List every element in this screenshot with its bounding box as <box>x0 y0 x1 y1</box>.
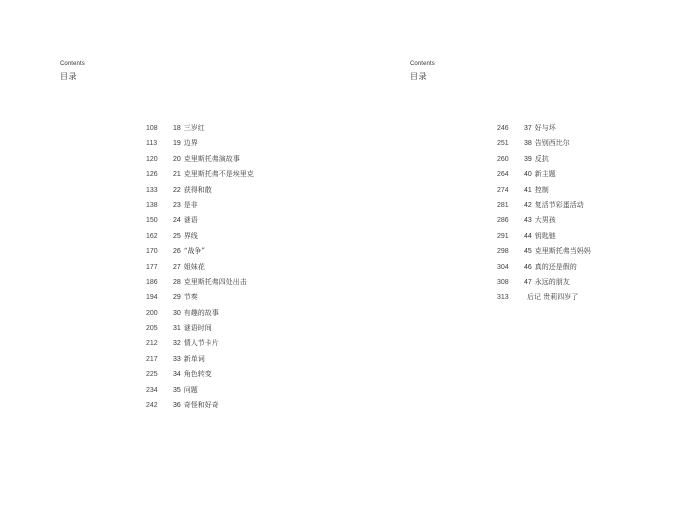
page-number: 274 <box>497 186 509 194</box>
toc-entry[interactable] <box>146 394 254 409</box>
chapter-number: 20 <box>173 155 181 163</box>
toc-entry[interactable] <box>146 132 254 147</box>
chapter-title: 情人节卡片 <box>183 339 219 348</box>
page-number: 217 <box>146 355 158 363</box>
page-number: 133 <box>146 186 158 194</box>
chapter-title: 是非 <box>183 200 198 209</box>
chapter-title: 后记 贵莉四岁了 <box>527 293 579 302</box>
toc-entry[interactable] <box>146 225 254 240</box>
chapter-number: 23 <box>173 201 181 209</box>
toc-entry[interactable] <box>497 286 591 301</box>
toc-entry[interactable] <box>497 117 591 132</box>
page-number: 170 <box>146 248 158 256</box>
chapter-number: 29 <box>173 294 181 302</box>
toc-entry[interactable] <box>497 148 591 163</box>
chapter-title: 克里斯托弗演故事 <box>183 154 240 163</box>
toc-entry[interactable] <box>497 225 591 240</box>
chapter-title: 问题 <box>183 385 198 394</box>
chapter-title: 有趣的故事 <box>183 308 219 317</box>
heading-english: Contents <box>60 61 85 67</box>
chapter-title: 新主题 <box>534 170 556 179</box>
toc-entry[interactable] <box>146 194 254 209</box>
chapter-number: 22 <box>173 186 181 194</box>
toc-entry[interactable] <box>146 163 254 178</box>
chapter-number: 37 <box>524 125 532 132</box>
page-number: 177 <box>146 263 158 271</box>
chapter-title: 界线 <box>183 231 198 240</box>
page-number: 113 <box>146 140 158 148</box>
toc-entry[interactable] <box>497 209 591 224</box>
page-number: 200 <box>146 309 158 317</box>
chapter-number: 46 <box>524 263 532 271</box>
toc-entry[interactable] <box>497 179 591 194</box>
chapter-title: 钥匙链 <box>534 231 556 240</box>
chapter-title: 谜语 <box>183 216 198 225</box>
chapter-title: 谜语时间 <box>183 324 212 333</box>
toc-entry[interactable] <box>146 256 254 271</box>
heading-english: Contents <box>410 61 435 67</box>
toc-entry[interactable] <box>146 209 254 224</box>
chapter-number: 42 <box>524 201 532 209</box>
chapter-number: 18 <box>173 125 181 132</box>
page-number: 186 <box>146 278 158 286</box>
chapter-title: 告别西比尔 <box>534 139 570 148</box>
chapter-number: 36 <box>173 402 181 410</box>
chapter-number: 21 <box>173 171 181 179</box>
heading-chinese: 目录 <box>60 72 77 81</box>
chapter-title: 真的还是假的 <box>534 262 577 271</box>
chapter-title: 反抗 <box>534 154 549 163</box>
chapter-title: 新单词 <box>183 354 205 363</box>
chapter-number: 34 <box>173 371 181 379</box>
toc-list-right <box>497 117 591 302</box>
chapter-number: 45 <box>524 248 532 256</box>
page-number: 264 <box>497 171 509 179</box>
page-number: 291 <box>497 232 509 240</box>
page-number: 242 <box>146 402 158 410</box>
chapter-title: 边界 <box>183 139 198 148</box>
chapter-number: 47 <box>524 278 532 286</box>
page-number: 138 <box>146 201 158 209</box>
page-number: 281 <box>497 201 509 209</box>
toc-entry[interactable] <box>146 240 254 255</box>
toc-entry[interactable] <box>497 194 591 209</box>
page-number: 304 <box>497 263 509 271</box>
page-number: 150 <box>146 217 158 225</box>
chapter-number: 39 <box>524 155 532 163</box>
chapter-title: “战争” <box>183 247 205 256</box>
toc-list-left <box>146 117 254 409</box>
page-number: 205 <box>146 325 158 333</box>
toc-entry[interactable] <box>497 132 591 147</box>
chapter-title: 三岁红 <box>183 124 205 132</box>
chapter-number: 41 <box>524 186 532 194</box>
chapter-title: 奇怪和好奇 <box>183 401 219 410</box>
chapter-title: 控制 <box>534 185 549 194</box>
toc-entry[interactable] <box>146 302 254 317</box>
page-number: 234 <box>146 386 158 394</box>
chapter-number: 33 <box>173 355 181 363</box>
toc-entry[interactable] <box>146 317 254 332</box>
toc-entry[interactable] <box>146 379 254 394</box>
chapter-title: 节奏 <box>183 293 198 302</box>
chapter-title: 复活节彩蛋活动 <box>534 200 584 209</box>
page-number: 120 <box>146 155 158 163</box>
chapter-title: 获得和散 <box>183 185 212 194</box>
chapter-title: 角色转变 <box>183 370 212 379</box>
page-number: 251 <box>497 140 509 148</box>
toc-entry[interactable] <box>146 117 254 132</box>
page-number: 246 <box>497 125 509 132</box>
toc-entry[interactable] <box>146 332 254 347</box>
chapter-number: 28 <box>173 278 181 286</box>
right-page <box>350 0 700 512</box>
toc-entry[interactable] <box>146 179 254 194</box>
toc-entry[interactable] <box>497 240 591 255</box>
chapter-title: 好与坏 <box>534 124 556 132</box>
toc-entry[interactable] <box>146 148 254 163</box>
chapter-number: 38 <box>524 140 532 148</box>
chapter-number: 44 <box>524 232 532 240</box>
chapter-number: 24 <box>173 217 181 225</box>
page-number: 194 <box>146 294 158 302</box>
toc-entry[interactable] <box>146 363 254 378</box>
chapter-number: 43 <box>524 217 532 225</box>
page-number: 313 <box>497 294 509 302</box>
chapter-number: 35 <box>173 386 181 394</box>
chapter-title: 克里斯托弗当妈妈 <box>534 247 591 256</box>
toc-entry[interactable] <box>497 256 591 271</box>
chapter-number: 27 <box>173 263 181 271</box>
chapter-number: 26 <box>173 248 181 256</box>
toc-entry[interactable] <box>146 348 254 363</box>
chapter-title: 永远的朋友 <box>534 277 570 286</box>
toc-entry[interactable] <box>497 163 591 178</box>
chapter-number: 32 <box>173 340 181 348</box>
page-number: 108 <box>146 125 158 132</box>
page-number: 212 <box>146 340 158 348</box>
page-number: 286 <box>497 217 509 225</box>
chapter-number: 19 <box>173 140 181 148</box>
page-number: 162 <box>146 232 158 240</box>
page-number: 298 <box>497 248 509 256</box>
chapter-title: 克里斯托弗不是埃里克 <box>183 170 254 179</box>
chapter-number: 40 <box>524 171 532 179</box>
toc-entry[interactable] <box>146 271 254 286</box>
chapter-title: 姐妹花 <box>183 262 205 271</box>
page-number: 225 <box>146 371 158 379</box>
chapter-title: 大男孩 <box>534 216 556 225</box>
chapter-number: 25 <box>173 232 181 240</box>
page-number: 308 <box>497 278 509 286</box>
chapter-number: 30 <box>173 309 181 317</box>
chapter-number: 31 <box>173 325 181 333</box>
toc-entry[interactable] <box>497 271 591 286</box>
page-number: 126 <box>146 171 158 179</box>
page-number: 260 <box>497 155 509 163</box>
heading-chinese: 目录 <box>410 72 427 81</box>
toc-entry[interactable] <box>146 286 254 301</box>
chapter-title: 克里斯托弗四处出击 <box>183 277 247 286</box>
